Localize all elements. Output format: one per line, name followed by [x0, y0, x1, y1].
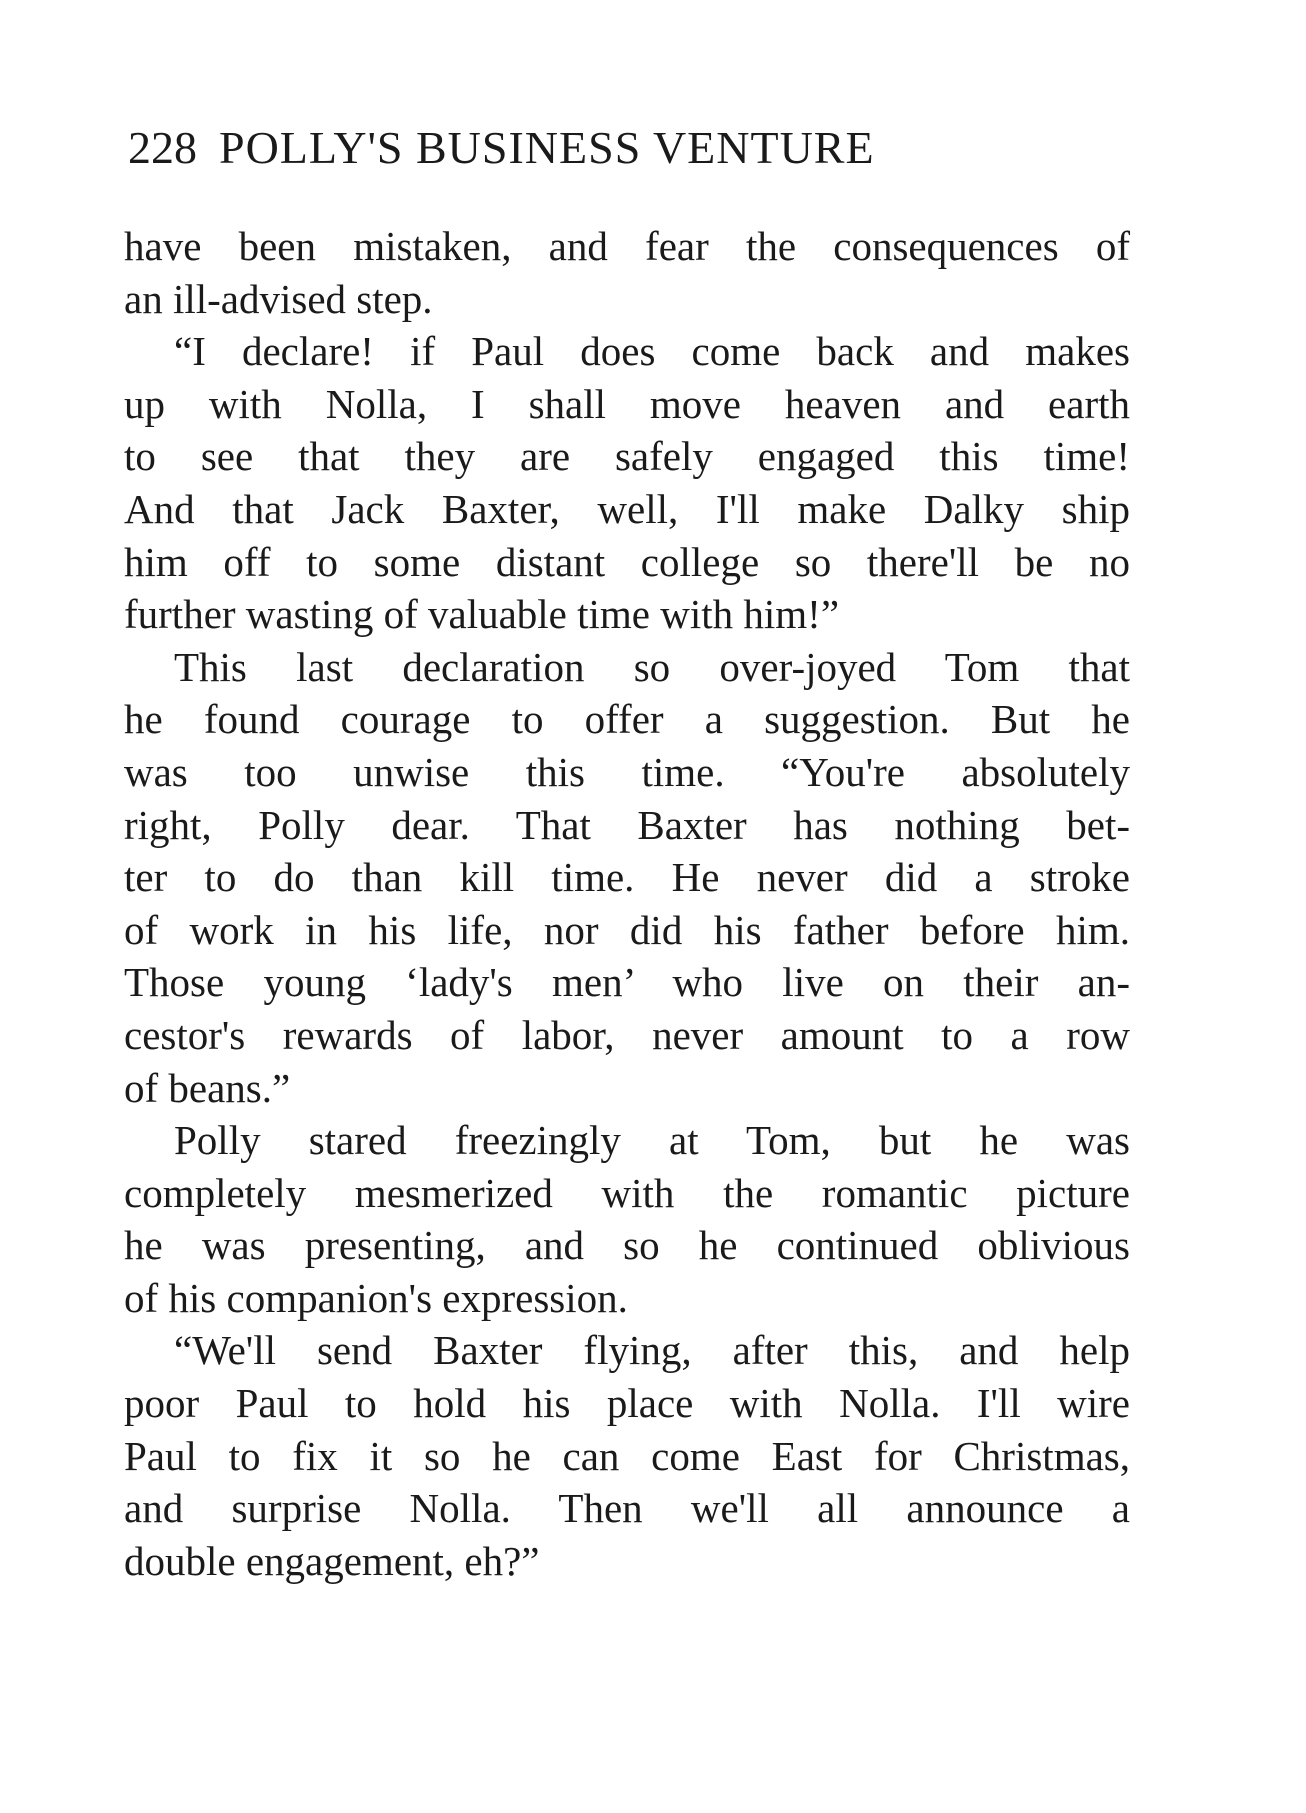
text-line: “I declare! if Paul does come back and makes: [174, 328, 1130, 375]
text-line: double engagement, eh?”: [124, 1537, 540, 1584]
body-text: [124, 220, 1130, 1587]
page-header: [128, 118, 875, 178]
text-line: “We'll send Baxter flying, after this, and help: [174, 1327, 1130, 1374]
text-line: poor Paul to hold his place with Nolla. I'll wire: [124, 1380, 1130, 1427]
text-line: This last declaration so over-joyed Tom that: [174, 643, 1130, 690]
text-line: have been mistaken, and fear the consequences of: [124, 223, 1130, 269]
text-line: And that Jack Baxter, well, I'll make Dalky ship: [124, 485, 1130, 532]
text-line: Polly stared freezingly at Tom, but he was: [174, 1117, 1130, 1164]
text-line: was too unwise this time. “You're absolutely: [124, 748, 1130, 795]
running-title: POLLY'S BUSINESS VENTURE: [219, 122, 875, 173]
text-line: an ill-advised step.: [124, 275, 433, 322]
text-line: Those young ‘lady's men’ who live on their an-: [124, 959, 1130, 1006]
text-line: up with Nolla, I shall move heaven and earth: [124, 380, 1130, 427]
text-line: of his companion's expression.: [124, 1274, 628, 1321]
text-line: completely mesmerized with the romantic picture: [124, 1169, 1130, 1216]
text-line: cestor's rewards of labor, never amount to a row: [124, 1011, 1130, 1058]
text-line: to see that they are safely engaged this time!: [124, 433, 1130, 480]
text-line: and surprise Nolla. Then we'll all announce a: [124, 1485, 1130, 1532]
text-line: right, Polly dear. That Baxter has nothing bet-: [124, 801, 1130, 848]
text-line: Paul to fix it so he can come East for Christmas,: [124, 1432, 1130, 1479]
text-line: he found courage to offer a suggestion. But he: [124, 696, 1130, 743]
text-line: he was presenting, and so he continued oblivious: [124, 1222, 1130, 1269]
text-line: of work in his life, nor did his father before him.: [124, 906, 1130, 953]
text-line: ter to do than kill time. He never did a stroke: [124, 854, 1130, 901]
text-line: him off to some distant college so there'll be no: [124, 538, 1130, 585]
text-line: of beans.”: [124, 1064, 291, 1111]
page-number: 228: [128, 122, 197, 173]
text-line: further wasting of valuable time with him!”: [124, 591, 840, 638]
